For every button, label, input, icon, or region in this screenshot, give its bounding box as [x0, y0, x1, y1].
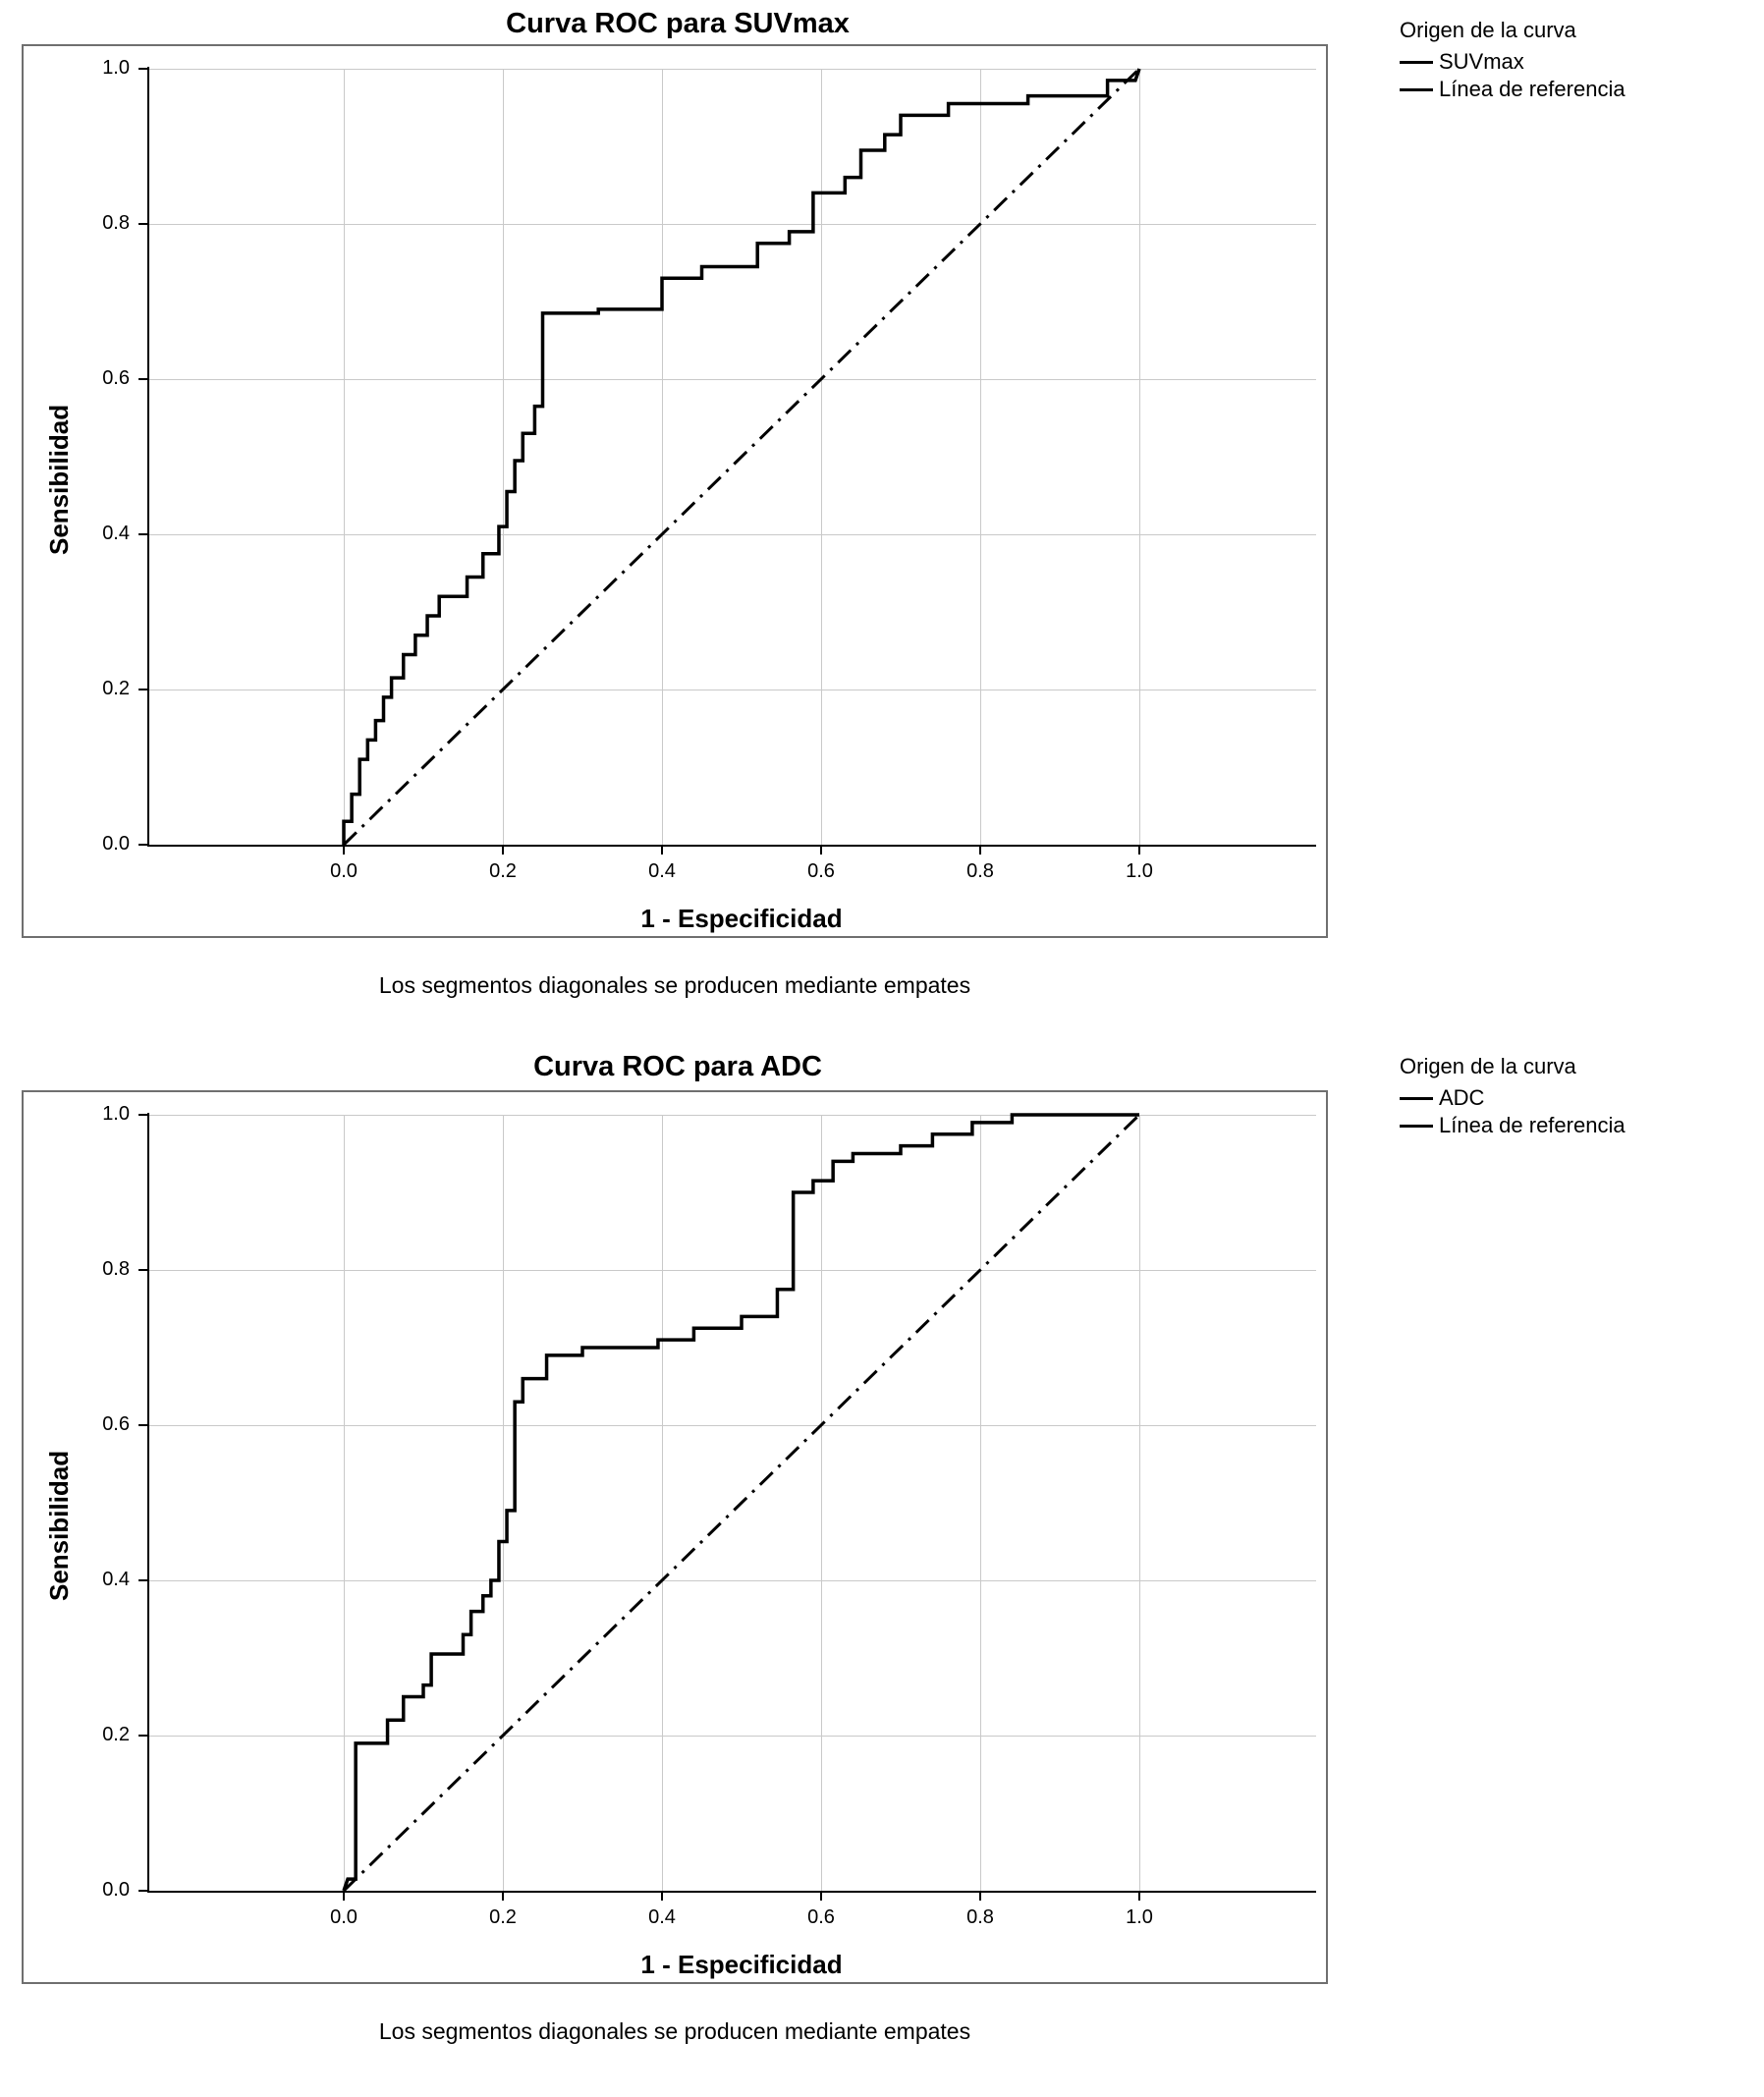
x-tick-label-5: 1.0 [1126, 1906, 1153, 1928]
legend-item-reference [1400, 1113, 1626, 1138]
y-tick-label-5: 1.0 [102, 1103, 130, 1125]
legend-line-icon [1400, 1097, 1433, 1100]
legend-item-label: Línea de referencia [1439, 1113, 1626, 1137]
x-tick-label-2: 0.4 [648, 860, 676, 882]
legend-item-curve [1400, 49, 1626, 75]
legend-suvmax [1400, 18, 1626, 104]
legend-adc [1400, 1054, 1626, 1140]
x-axis-title: 1 - Especificidad [640, 1950, 843, 1979]
legend-item-reference [1400, 77, 1626, 102]
chart-title: Curva ROC para ADC [533, 1051, 822, 1082]
chart-footnote: Los segmentos diagonales se producen mediante empates [378, 972, 971, 998]
chart-title: Curva ROC para SUVmax [506, 8, 850, 39]
legend-line-icon [1400, 61, 1433, 64]
legend-title: Origen de la curva [1400, 18, 1576, 42]
legend-item-label: SUVmax [1439, 49, 1524, 74]
y-tick-label-2: 0.4 [102, 523, 130, 544]
legend-line-icon [1400, 1125, 1433, 1128]
y-tick-label-4: 0.8 [102, 212, 130, 234]
legend-line-icon [1400, 88, 1433, 91]
y-tick-label-1: 0.2 [102, 678, 130, 699]
legend-item-label: Línea de referencia [1439, 77, 1626, 101]
legend-item-curve [1400, 1085, 1626, 1111]
chart-footnote: Los segmentos diagonales se producen mediante empates [378, 2018, 971, 2044]
x-tick-label-1: 0.2 [489, 860, 517, 882]
x-tick-label-5: 1.0 [1126, 860, 1153, 882]
roc-curve-suvmax [0, 0, 1375, 982]
x-tick-label-4: 0.8 [966, 1906, 994, 1928]
y-axis-title: Sensibilidad [44, 404, 74, 555]
y-tick-label-5: 1.0 [102, 57, 130, 79]
x-tick-label-0: 0.0 [330, 860, 358, 882]
y-tick-label-3: 0.6 [102, 1413, 130, 1435]
y-tick-label-3: 0.6 [102, 367, 130, 389]
legend-item-label: ADC [1439, 1085, 1485, 1110]
plot-area [0, 1046, 1764, 2097]
x-tick-label-2: 0.4 [648, 1906, 676, 1928]
x-tick-label-4: 0.8 [966, 860, 994, 882]
x-tick-label-1: 0.2 [489, 1906, 517, 1928]
x-tick-label-3: 0.6 [807, 860, 835, 882]
figure-adc [0, 1046, 1764, 2097]
y-axis-title: Sensibilidad [44, 1450, 74, 1601]
y-tick-label-2: 0.4 [102, 1569, 130, 1590]
roc-curve-adc [0, 1046, 1375, 2028]
y-tick-label-0: 0.0 [102, 1879, 130, 1901]
legend-title: Origen de la curva [1400, 1054, 1576, 1078]
plot-area [0, 0, 1764, 1041]
y-tick-label-4: 0.8 [102, 1258, 130, 1280]
y-tick-label-0: 0.0 [102, 833, 130, 855]
figure-suvmax [0, 0, 1764, 1041]
y-tick-label-1: 0.2 [102, 1724, 130, 1745]
x-tick-label-3: 0.6 [807, 1906, 835, 1928]
x-axis-title: 1 - Especificidad [640, 904, 843, 933]
x-tick-label-0: 0.0 [330, 1906, 358, 1928]
